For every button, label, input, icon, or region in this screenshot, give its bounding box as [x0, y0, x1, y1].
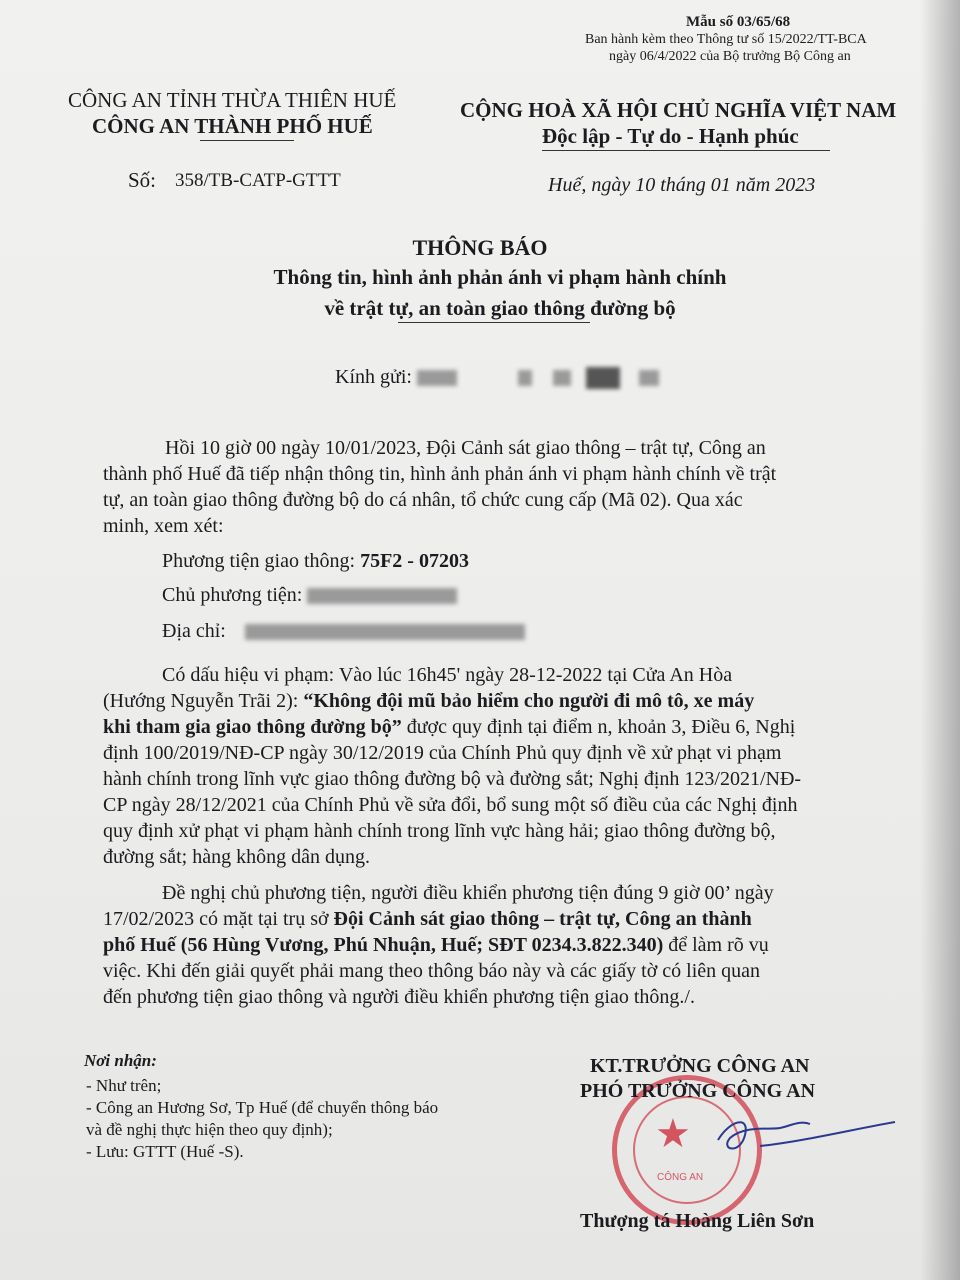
- redacted-recipient-1: [417, 370, 457, 386]
- request-line-2: [103, 906, 752, 932]
- recipient-label: Kính gửi:: [335, 366, 412, 388]
- issued-line-2: ngày 06/4/2022 của Bộ trưởng Bộ Công an: [609, 49, 851, 64]
- recipient-item-2a: - Công an Hương Sơ, Tp Huế (để chuyển thông báo: [86, 1098, 439, 1117]
- redacted-recipient-5: [639, 370, 659, 386]
- agency-city: CÔNG AN THÀNH PHỐ HUẾ: [92, 114, 373, 138]
- signature-title-1: KT.TRƯỞNG CÔNG AN: [590, 1055, 810, 1077]
- title-underline: [398, 322, 590, 323]
- recipient-line: [335, 364, 665, 390]
- request-line-1: Đề nghị chủ phương tiện, người điều khiển phương tiện đúng 9 giờ 00’ ngày: [162, 882, 774, 904]
- vehicle-plate-label: Phương tiện giao thông:: [162, 550, 356, 572]
- request-office-2: phố Huế (56 Hùng Vương, Phú Nhuận, Huế; SĐT 0234.3.822.340): [103, 934, 664, 956]
- violation-description-1: “Không đội mũ bảo hiểm cho người đi mô tô, xe máy: [303, 690, 755, 712]
- intro-line-4: minh, xem xét:: [103, 515, 224, 537]
- agency-underline: [200, 140, 294, 141]
- document-number-label: Số:: [128, 168, 157, 192]
- vehicle-owner-label: Chủ phương tiện:: [162, 584, 303, 606]
- title-line-2: về trật tự, an toàn giao thông đường bộ: [324, 296, 676, 320]
- violation-line-7: quy định xử phạt vi phạm hành chính trong lĩnh vực hàng hải; giao thông đường bộ,: [103, 820, 776, 842]
- vehicle-address-row: [162, 618, 531, 644]
- agency-province: CÔNG AN TỈNH THỪA THIÊN HUẾ: [68, 88, 397, 112]
- page-edge-shadow: [920, 0, 960, 1280]
- handwritten-signature-icon: [700, 1100, 900, 1180]
- violation-line-6: CP ngày 28/12/2021 của Chính Phủ về sửa đổi, bổ sung một số điều của các Nghị định: [103, 794, 798, 816]
- intro-line-1: Hồi 10 giờ 00 ngày 10/01/2023, Đội Cảnh sát giao thông – trật tự, Công an: [165, 437, 766, 459]
- issued-line-1: Ban hành kèm theo Thông tư số 15/2022/TT-BCA: [585, 32, 867, 47]
- vehicle-owner-row: [162, 582, 463, 608]
- title-line-1: Thông tin, hình ảnh phản ánh vi phạm hành chính: [273, 265, 727, 289]
- seal-star-icon: ★: [655, 1111, 691, 1156]
- date-line: Huế, ngày 10 tháng 01 năm 2023: [548, 174, 816, 196]
- signature-title-2: PHÓ TRƯỞNG CÔNG AN: [580, 1080, 816, 1102]
- violation-description-2: khi tham gia giao thông đường bộ”: [103, 716, 402, 738]
- state-name: CỘNG HOÀ XÃ HỘI CHỦ NGHĨA VIỆT NAM: [460, 98, 897, 122]
- recipient-item-2b: và đề nghị thực hiện theo quy định);: [86, 1120, 333, 1139]
- document-number: 358/TB-CATP-GTTT: [175, 170, 341, 191]
- violation-line-5: hành chính trong lĩnh vực giao thông đường bộ và đường sắt; Nghị định 123/2021/NĐ-: [103, 768, 802, 790]
- signer-name: Thượng tá Hoàng Liên Sơn: [580, 1210, 815, 1232]
- request-line-4: việc. Khi đến giải quyết phải mang theo thông báo này và các giấy tờ có liên quan: [103, 960, 761, 982]
- redacted-owner: [307, 588, 457, 604]
- recipient-item-3: - Lưu: GTTT (Huế -S).: [86, 1142, 244, 1161]
- violation-line-1: Có dấu hiệu vi phạm: Vào lúc 16h45' ngày 28-12-2022 tại Cửa An Hòa: [162, 664, 733, 686]
- violation-location: (Hướng Nguyễn Trãi 2):: [103, 690, 299, 712]
- redacted-recipient-3: [553, 370, 571, 386]
- vehicle-plate-row: [162, 548, 469, 574]
- state-motto: Độc lập - Tự do - Hạnh phúc: [542, 124, 799, 148]
- violation-regulation: được quy định tại điểm n, khoản 3, Điều 6, Nghị: [406, 716, 796, 738]
- request-purpose: để làm rõ vụ: [668, 934, 769, 956]
- motto-underline: [542, 150, 830, 151]
- recipient-item-1: - Như trên;: [86, 1076, 162, 1095]
- redacted-address: [245, 624, 525, 640]
- form-number: Mẫu số 03/65/68: [686, 14, 791, 30]
- intro-line-2: thành phố Huế đã tiếp nhận thông tin, hình ảnh phản ánh vi phạm hành chính về trật: [103, 463, 777, 485]
- vehicle-plate-value: 75F2 - 07203: [360, 550, 469, 572]
- request-line-5: đến phương tiện giao thông và người điều khiển phương tiện giao thông./.: [103, 986, 695, 1008]
- recipients-heading: Nơi nhận:: [84, 1051, 157, 1070]
- violation-line-3: [103, 714, 795, 740]
- seal-lettering: CÔNG AN: [657, 1172, 704, 1183]
- violation-line-8: đường sắt; hàng không dân dụng.: [103, 846, 370, 868]
- request-line-3: [103, 932, 769, 958]
- document-title: THÔNG BÁO: [412, 235, 548, 260]
- redacted-recipient-2: [518, 370, 532, 386]
- request-date: 17/02/2023 có mặt tại trụ sở: [103, 908, 329, 930]
- intro-line-3: tự, an toàn giao thông đường bộ do cá nhân, tổ chức cung cấp (Mã 02). Qua xác: [103, 489, 743, 511]
- redacted-recipient-4: [586, 367, 620, 389]
- violation-line-4: định 100/2019/NĐ-CP ngày 30/12/2019 của Chính Phủ quy định về xử phạt vi phạm: [103, 742, 782, 764]
- request-office-1: Đội Cảnh sát giao thông – trật tự, Công an thành: [333, 908, 752, 930]
- vehicle-address-label: Địa chỉ:: [162, 620, 226, 642]
- violation-line-2: [103, 688, 754, 714]
